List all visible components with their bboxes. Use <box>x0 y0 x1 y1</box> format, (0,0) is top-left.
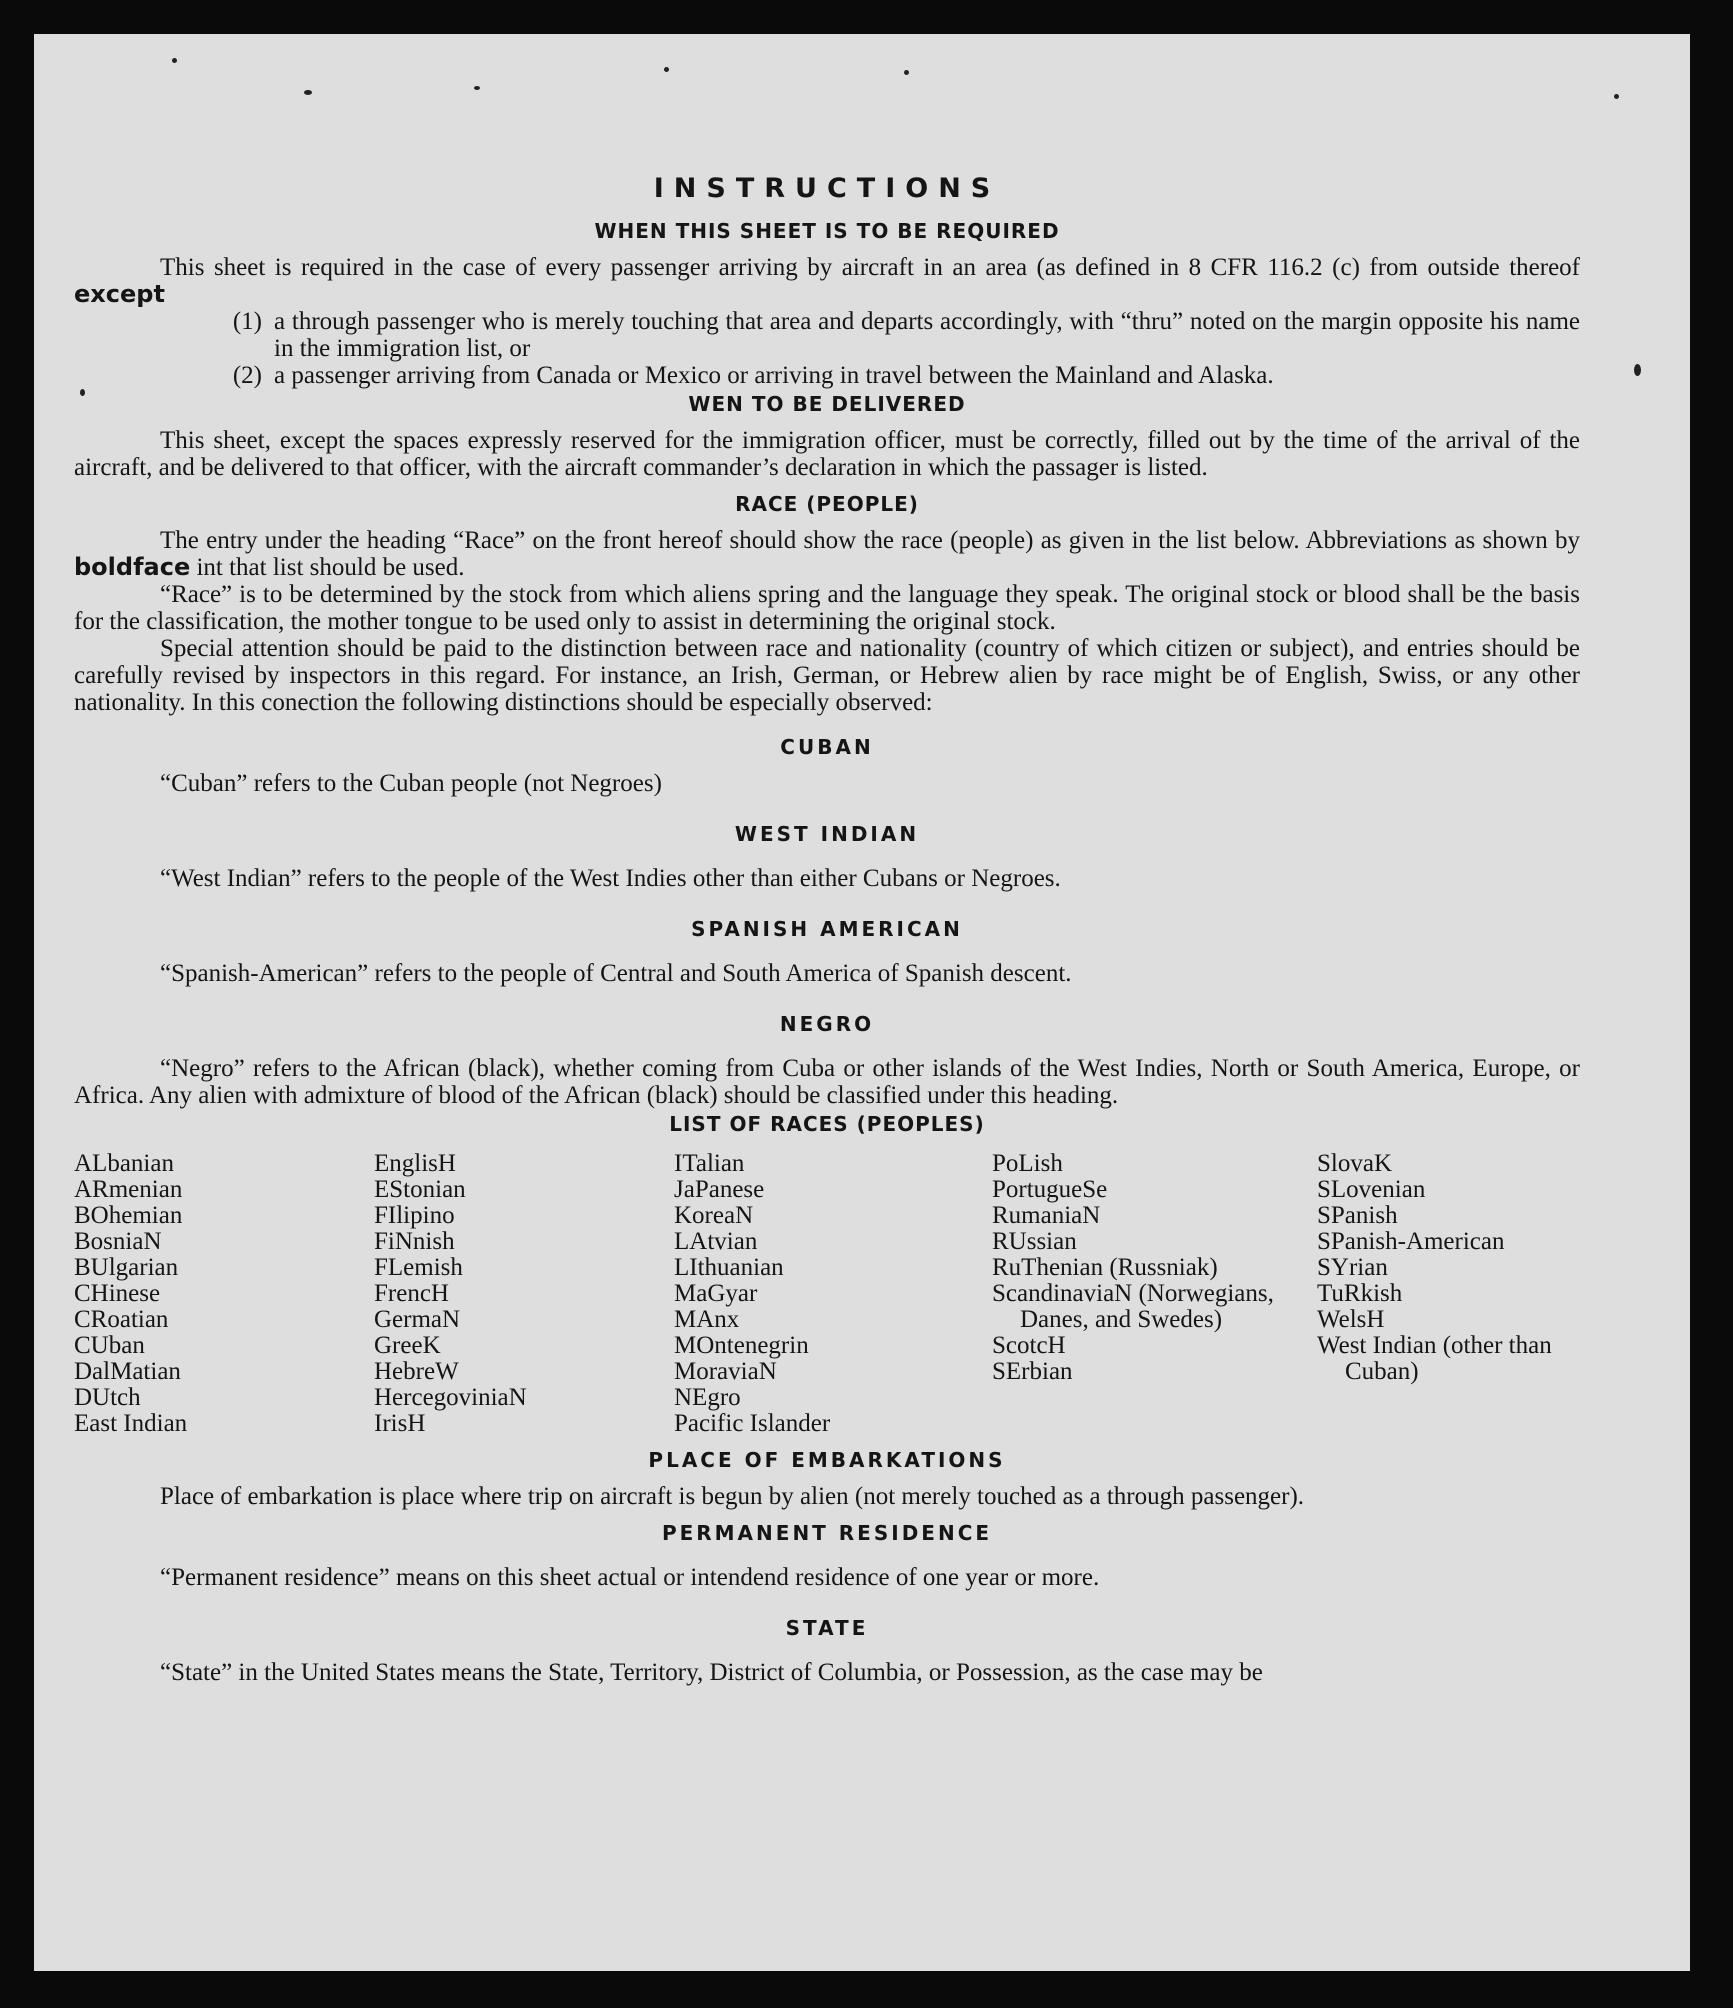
race-paragraph-2: “Race” is to be determined by the stock from which aliens spring and the language they speak. The original stock or blood shall be the basis for the classification, the mother tongue to be used only to assist in determining the original stock. <box>74 581 1580 635</box>
race-entry: SYrian <box>1317 1254 1388 1281</box>
race-entry: MaGyar <box>674 1280 758 1307</box>
race-entry: GreeK <box>374 1332 441 1359</box>
section-heading-spanish-american: SPANISH AMERICAN <box>691 917 963 941</box>
races-column-1 <box>74 1151 374 1437</box>
list-item-text: a passenger arriving from Canada or Mexico or arriving in travel between the Mainland and Alaska. <box>274 362 1274 389</box>
scan-speck <box>1634 364 1641 376</box>
section-heading-permanent-residence: PERMANENT RESIDENCE <box>661 1521 993 1545</box>
race-entry: CHinese <box>74 1280 161 1307</box>
boldface-emphasis: boldface <box>74 553 191 581</box>
races-column-2 <box>374 1151 674 1437</box>
except-emphasis: except <box>74 280 165 308</box>
scan-speck <box>904 70 909 75</box>
state-text: “State” in the United States means the State, Territory, District of Columbia, or Possession, as the case may be <box>160 1659 1263 1686</box>
negro-text: “Negro” refers to the African (black), whether coming from Cuba or other islands of the West Indies, North or South America, Europe, or Africa. Any alien with admixture of blood of the African (black) should be classified under this heading. <box>74 1055 1580 1109</box>
race-p1-text-end: int that list should be used. <box>196 554 465 581</box>
list-item-number: (1) <box>232 308 262 335</box>
race-entry: NEgro <box>674 1384 741 1411</box>
embarkation-text: Place of embarkation is place where trip on aircraft is begun by alien (not merely touched as a through passenger). <box>160 1483 1305 1510</box>
section-heading-races-list: LIST OF RACES (PEOPLES) <box>669 1112 985 1136</box>
race-entry: DUtch <box>74 1384 141 1411</box>
section-heading-state: STATE <box>785 1616 869 1640</box>
race-entry: ARmenian <box>74 1176 183 1203</box>
race-entry: FrencH <box>374 1280 449 1307</box>
race-p1-text: The entry under the heading “Race” on the front hereof should show the race (people) as given in the list below. Abbreviations as shown by <box>160 527 1580 554</box>
when-required-intro <box>74 254 1580 308</box>
race-entry: EStonian <box>374 1176 466 1203</box>
races-column-3 <box>674 1151 992 1437</box>
race-entry: WelsH <box>1317 1306 1385 1333</box>
race-entry: FIlipino <box>374 1202 455 1229</box>
list-item-number: (2) <box>232 362 262 389</box>
race-entry: CRoatian <box>74 1306 169 1333</box>
list-item-text: a through passenger who is merely touching that area and departs accordingly, with “thru” noted on the margin opposite his name in the immigration list, or <box>274 308 1580 362</box>
race-entry: LIthuanian <box>674 1254 784 1281</box>
race-entry: SPanish <box>1317 1202 1398 1229</box>
scan-speck <box>80 389 85 396</box>
section-heading-when-delivered: WEN TO BE DELIVERED <box>688 392 966 416</box>
race-entry: ALbanian <box>74 1150 174 1177</box>
race-entry: HercegoviniaN <box>374 1384 527 1411</box>
race-entry: LAtvian <box>674 1228 758 1255</box>
race-entry: GermaN <box>374 1306 461 1333</box>
race-entry: RUssian <box>992 1228 1077 1255</box>
race-entry: FLemish <box>374 1254 463 1281</box>
section-heading-negro: NEGRO <box>779 1012 875 1036</box>
race-entry: BOhemian <box>74 1202 183 1229</box>
race-entry: TuRkish <box>1317 1280 1403 1307</box>
scan-speck <box>1614 94 1619 99</box>
race-entry: SLovenian <box>1317 1176 1426 1203</box>
race-entry: MOntenegrin <box>674 1332 809 1359</box>
race-entry: SPanish-American <box>1317 1228 1505 1255</box>
race-entry: EnglisH <box>374 1150 456 1177</box>
race-entry: JaPanese <box>674 1176 765 1203</box>
race-entry: MoraviaN <box>674 1358 777 1385</box>
scan-speck <box>304 90 312 95</box>
page-title: INSTRUCTIONS <box>653 173 1001 204</box>
when-required-intro-text: This sheet is required in the case of every passenger arriving by aircraft in an area (as defined in 8 CFR 116.2 (c) from outside thereof <box>160 254 1580 281</box>
list-item <box>74 308 1580 362</box>
race-entry: PoLish <box>992 1150 1063 1177</box>
race-entry: West Indian (other than Cuban) <box>1317 1332 1552 1385</box>
document-page <box>34 34 1690 1971</box>
race-entry: BUlgarian <box>74 1254 179 1281</box>
race-paragraph-3: Special attention should be paid to the distinction between race and nationality (country of which citizen or subject), and entries should be carefully revised by inspectors in this regard. For instance, an Irish, German, or Hebrew alien by race might be of English, Swiss, or any other nationality. In this conection the following distinctions should be especially observed: <box>74 635 1580 716</box>
when-delivered-text: This sheet, except the spaces expressly reserved for the immigration officer, must be correctly, filled out by the time of the arrival of the aircraft, and be delivered to that officer, with the aircraft commander’s declaration in which the passager is listed. <box>74 427 1580 481</box>
race-entry: ScotcH <box>992 1332 1066 1359</box>
spanish-american-text: “Spanish-American” refers to the people of Central and South America of Spanish descent. <box>160 960 1072 987</box>
race-entry: PortugueSe <box>992 1176 1108 1203</box>
races-column-4 <box>992 1151 1317 1437</box>
section-heading-west-indian: WEST INDIAN <box>734 822 920 846</box>
races-list <box>74 1151 1580 1437</box>
race-entry: HebreW <box>374 1358 459 1385</box>
section-heading-cuban: CUBAN <box>780 735 874 759</box>
race-entry: IrisH <box>374 1410 426 1437</box>
section-heading-when-required: WHEN THIS SHEET IS TO BE REQUIRED <box>594 219 1060 243</box>
scan-speck <box>172 58 177 63</box>
race-entry: RumaniaN <box>992 1202 1101 1229</box>
scan-speck <box>664 67 669 72</box>
race-entry: Pacific Islander <box>674 1410 831 1437</box>
race-entry: MAnx <box>674 1306 740 1333</box>
race-entry: FiNnish <box>374 1228 455 1255</box>
race-entry: SErbian <box>992 1358 1073 1385</box>
race-entry: East Indian <box>74 1410 188 1437</box>
race-entry: CUban <box>74 1332 145 1359</box>
race-entry: RuThenian (Russniak) <box>992 1254 1218 1281</box>
race-entry: KoreaN <box>674 1202 754 1229</box>
scan-speck <box>474 86 480 90</box>
race-entry: SlovaK <box>1317 1150 1392 1177</box>
section-heading-embarkation: PLACE OF EMBARKATIONS <box>648 1448 1006 1472</box>
race-entry: ITalian <box>674 1150 745 1177</box>
races-column-5 <box>1317 1151 1577 1437</box>
race-paragraph-1 <box>74 527 1580 581</box>
race-entry: BosniaN <box>74 1228 162 1255</box>
list-item <box>74 362 1580 389</box>
race-entry: ScandinaviaN (Norwegians, Danes, and Swedes) <box>992 1280 1274 1333</box>
west-indian-text: “West Indian” refers to the people of the West Indies other than either Cubans or Negroes. <box>160 865 1061 892</box>
permanent-residence-text: “Permanent residence” means on this sheet actual or intendend residence of one year or more. <box>160 1564 1100 1591</box>
race-entry: DalMatian <box>74 1358 181 1385</box>
cuban-text: “Cuban” refers to the Cuban people (not Negroes) <box>160 770 662 797</box>
section-heading-race: RACE (PEOPLE) <box>735 492 919 516</box>
